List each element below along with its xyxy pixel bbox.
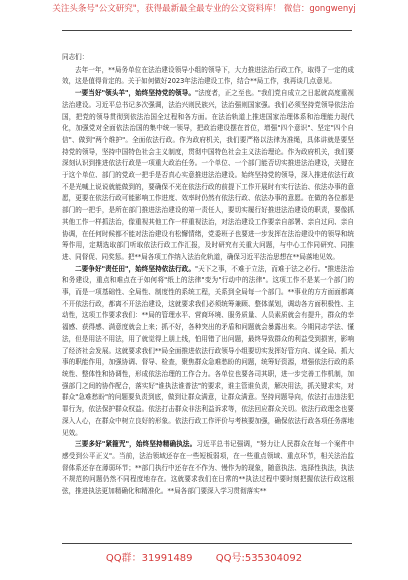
document-body: [62, 52, 354, 498]
paragraph-precise-enforcement: [62, 439, 354, 498]
header-banner: [0, 4, 408, 26]
paragraph-lead: 一要当好"领头羊"，始终坚持党的领导。: [75, 89, 195, 98]
paragraph-text: "法度者，正之至也。"我们党自成立之日起就高度重视法治建设。习近平总书记多次强调，法治兴则民族兴，法治强则国家强。我们必须坚持党领导依法治国，把党的领导贯彻到依法治国全过程和各方面。在法治轨道上推进国家治理体系和治理能力现代化，加强党对全面依法治国的集中统一领导，把政治建设摆在首位，增强"四个意识"、坚定"四个自信"、做到"两个维护"。全面依法行政。作为政府机关，我们要严格以法律为准绳，具体讲就是要坚持党的领导，坚持中国特色社会主义制度，贯彻中国特色社会主义法治理论。作为政府机关，我们要深刻认识到推进依法行政是一项重大政治任务。一个单位、一个部门能否切实推进法治建设，关键在于这个单位、部门的党政一把手是否真心实意推进法治建设。始终坚持党的领导，深入推进依法行政不是光喊上说说就能做到的，要确保不光在依法行政的前提下工作开展时有实行法治、依法办事的意愿，更要在依法行政可能影响工作进度、效率时仍然有依法行政、依法办事的意愿。在做的各位都是部门的一把手，是所在部门推进法治建设的第一责任人，要切实履行好推进法治建设的职责，要像抓其他工作一样抓法治，像重视其他工作一样重视法治，对法治建设工作要亲自部署、亲自过问、亲自协调，在任何时候都不能对法治建设有松懈情绪，党委班子也要进一步发挥在法治建设中的领导和统筹作用，定期选取部门听取依法行政工作汇报，及时研究有关重大问题，与中心工作同研究、同推进、同督促、同奖惩。把**局各项工作纳入法治化轨道，确保习近平法治思想在**局落地见效。: [62, 89, 354, 261]
footer-divider: [62, 543, 352, 544]
footer-qq-group: QQ群：31991489: [105, 553, 193, 564]
paragraph-law-administration: [62, 264, 354, 440]
banner-subtext: [0, 15, 408, 21]
footer: [0, 549, 408, 564]
paragraph-lead: 二要争好"责任田"，始终坚持依法行政。: [75, 264, 195, 273]
paragraph-lead: 三要多好"紧箍咒"，始终坚持精确执法。: [75, 440, 197, 449]
footer-qq-admin: QQ号:535304092: [215, 553, 303, 564]
paragraph-text: "天下之事，不难于立法，而难于法之必行。"推进法治和务建设，重点和难点在于如何将"纸上的法律"变为"行动中的法律"。这项工作不是某一个部门的事，而是一项基础性、全局性、制度性的系统工程，关系到全局每一个部门。**事业的方方面面都离不开依法行政，都离不开法治建设，这就要求我们必须统筹兼顾、整体谋划，调动各方面积极性、主动性，这项工作要求我们：**局的管理水平、营商环境、服务质量、人员素质就会有提升，群众的幸福感、获得感、满意度就会上来；抓不好，各种突出的矛盾和问题就会暴露出来。今期同志学法、懂法，但是用法不用法，用了就觉得上朋上线，怕用错了出问题，最终导致群众的利益受到损害，影响了经济社会发展。这就要求我们**局全面推进依法行政领导小组要切实发挥好管方向、谋全局、抓大事的职能作用，加强协调、督导、检查，聚焦群众急难愁盼的问题，统筹好资源，增强依法行政的系统性、整体性和协调性，形成依法治理的工作合力。各单位也要各司其职，进一步完善工作机制，加强部门之间的协作配合，落实好"谁执法谁普法"的要求，谁主管谁负责，解决用法，抓关键求实，对群众"急难愁盼"的问题要负责到底，做到让群众满意，让群众满意。坚持问题导向，依法打击违法犯罪行为，依法保护群众权益。依法打击群众非法利益诉求等，依法回应群众关切。依法行政理念也要深入人心，在群众中树立良好的形象。依法行政工作评价与考核要加强，确保依法行政各项任务落地见效。: [62, 264, 354, 437]
banner-text: 关注头条号"公文研究"，获得最新最全最专业的公文资料库！ 微信：gongwenyj: [52, 4, 356, 14]
paragraph-text: 去年一年，**局务单位在法治建设领导小组的领导下，大力推进法治行政工作，取得了一定的成效，这是值得肯定的。关于如何做好2023年法治建设工作，结合**局工作，我再谈几点意见。: [62, 65, 354, 86]
greeting: 同志们：: [62, 53, 89, 61]
paragraph-text: 习近平总书记强调，"努力让人民群众在每一个案件中感受到公平正义"。当前，法治领域还存在一些短板弱项，在一些重点领域、重点环节，相关法治监督体系还存在薄弱环节；**部门执行中还存在不作为、慢作为的现象，随意执法、选择性执法，执法不规范的问题仍然不同程度地存在。这就要求我们在日常的**执法过程中要时刻把握依法行政这根弦，推进执法更加精确化和精准化。**局各部门要深入学习贯彻落实**: [62, 440, 354, 496]
paragraph-party-leadership: [62, 88, 354, 264]
header-divider: [62, 30, 352, 31]
paragraph-intro: [62, 65, 354, 88]
